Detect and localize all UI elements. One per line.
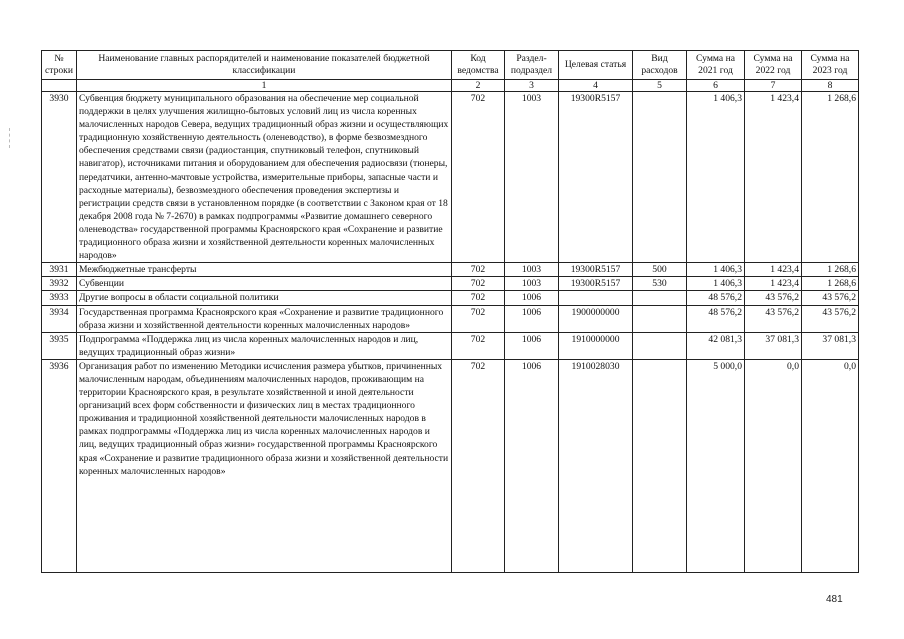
- dept-code-cell: 702: [452, 277, 505, 291]
- name-cell: Организация работ по изменению Методики исчисления размера убытков, причиненных малочисленным народам, объединениям малочисленных народов, проживающим на территории Красноярского края, в результате хозяйственной и иной деятельности организаций всех форм собственности и физических лиц в местах традиционного проживания и традиционной хозяйственной деятельности малочисленных народов в рамках подпрограммы «Поддержка лиц из числа коренных малочисленных народов и лиц, ведущих традиционный образ жизни» государственной программы Красноярского края «Сохранение и развитие традиционного образа жизни и хозяйственной деятельности коренных малочисленных народов»: [77, 359, 452, 572]
- name-cell: Другие вопросы в области социальной политики: [77, 291, 452, 305]
- table-row: [42, 305, 859, 332]
- sum-2023-cell: 43 576,2: [802, 291, 859, 305]
- sum-2023-cell: 1 268,6: [802, 92, 859, 263]
- sum-2022-cell: 1 423,4: [745, 92, 802, 263]
- target-article-cell: [559, 291, 633, 305]
- header-sum-2023: Сумма на 2023 год: [802, 51, 859, 80]
- dept-code-cell: 702: [452, 332, 505, 359]
- target-article-cell: 1910000000: [559, 332, 633, 359]
- row-number-cell: 3933: [42, 291, 77, 305]
- expense-type-cell: 500: [633, 263, 687, 277]
- column-number-cell: 8: [802, 80, 859, 92]
- name-cell: Государственная программа Красноярского края «Сохранение и развитие традиционного образа жизни и хозяйственной деятельности коренных малочисленных народов»: [77, 305, 452, 332]
- sum-2023-cell: 43 576,2: [802, 305, 859, 332]
- row-number-cell: 3936: [42, 359, 77, 572]
- sum-2023-cell: 0,0: [802, 359, 859, 572]
- sum-2022-cell: 1 423,4: [745, 263, 802, 277]
- column-number-cell: [42, 80, 77, 92]
- section-cell: 1006: [505, 359, 559, 572]
- expense-type-cell: 530: [633, 277, 687, 291]
- table-row: [42, 359, 859, 572]
- column-numbers-row: [42, 80, 859, 92]
- section-cell: 1006: [505, 291, 559, 305]
- page-number: 481: [826, 594, 843, 605]
- table-row: [42, 277, 859, 291]
- header-expense-type: Вид расходов: [633, 51, 687, 80]
- table-body: [42, 92, 859, 573]
- header-dept-code: Код ведомства: [452, 51, 505, 80]
- budget-table: [41, 50, 859, 573]
- column-number-cell: 5: [633, 80, 687, 92]
- row-number-cell: 3931: [42, 263, 77, 277]
- section-cell: 1006: [505, 305, 559, 332]
- target-article-cell: 19300R5157: [559, 277, 633, 291]
- column-number-cell: 4: [559, 80, 633, 92]
- dept-code-cell: 702: [452, 305, 505, 332]
- row-number-cell: 3930: [42, 92, 77, 263]
- expense-type-cell: [633, 332, 687, 359]
- table-row: [42, 332, 859, 359]
- sum-2021-cell: 48 576,2: [687, 305, 745, 332]
- dept-code-cell: 702: [452, 263, 505, 277]
- header-sum-2022: Сумма на 2022 год: [745, 51, 802, 80]
- expense-type-cell: [633, 359, 687, 572]
- name-cell: Субвенции: [77, 277, 452, 291]
- header-row-number: № строки: [42, 51, 77, 80]
- name-cell: Подпрограмма «Поддержка лиц из числа коренных малочисленных народов и лиц, ведущих традиционный образ жизни»: [77, 332, 452, 359]
- sum-2022-cell: 43 576,2: [745, 305, 802, 332]
- expense-type-cell: [633, 305, 687, 332]
- dept-code-cell: 702: [452, 359, 505, 572]
- sum-2021-cell: 42 081,3: [687, 332, 745, 359]
- dept-code-cell: 702: [452, 291, 505, 305]
- column-number-cell: 6: [687, 80, 745, 92]
- section-cell: 1003: [505, 92, 559, 263]
- sum-2023-cell: 37 081,3: [802, 332, 859, 359]
- sum-2022-cell: 1 423,4: [745, 277, 802, 291]
- row-number-cell: 3934: [42, 305, 77, 332]
- dept-code-cell: 702: [452, 92, 505, 263]
- sum-2021-cell: 1 406,3: [687, 92, 745, 263]
- section-cell: 1003: [505, 263, 559, 277]
- target-article-cell: 1910028030: [559, 359, 633, 572]
- column-number-cell: 3: [505, 80, 559, 92]
- sum-2022-cell: 37 081,3: [745, 332, 802, 359]
- section-cell: 1003: [505, 277, 559, 291]
- header-target-article: Целевая статья: [559, 51, 633, 80]
- scan-artifact: [9, 128, 11, 148]
- sum-2023-cell: 1 268,6: [802, 263, 859, 277]
- section-cell: 1006: [505, 332, 559, 359]
- sum-2023-cell: 1 268,6: [802, 277, 859, 291]
- column-number-cell: 7: [745, 80, 802, 92]
- sum-2022-cell: 43 576,2: [745, 291, 802, 305]
- header-section: Раздел-подраздел: [505, 51, 559, 80]
- table-row: [42, 92, 859, 263]
- target-article-cell: 19300R5157: [559, 92, 633, 263]
- table-row: [42, 291, 859, 305]
- sum-2021-cell: 1 406,3: [687, 263, 745, 277]
- target-article-cell: 1900000000: [559, 305, 633, 332]
- table-row: [42, 263, 859, 277]
- name-cell: Субвенция бюджету муниципального образования на обеспечение мер социальной поддержки в целях улучшения жилищно-бытовых условий лиц из числа коренных малочисленных народов Севера, ведущих традиционный образ жизни и осуществляющих традиционную хозяйственную деятельность (оленеводство), в форме безвозмездного обеспечения средствами связи (радиостанция, спутниковый телефон, спутниковый навигатор), источниками питания и оборудованием для обеспечения радиосвязи (тюнеры, передатчики, антенно-мачтовые устройства, измерительные приборы, запасные части и расходные материалы), безвозмездного обеспечения проведения экспертизы и регистрации средств связи в установленном порядке (в соответствии с Законом края от 18 декабря 2008 года № 7-2670) в рамках подпрограммы «Развитие домашнего северного оленеводства» государственной программы Красноярского края «Сохранение и развитие традиционного образа жизни и хозяйственной деятельности коренных малочисленных народов»: [77, 92, 452, 263]
- header-name: Наименование главных распорядителей и наименование показателей бюджетной классификации: [77, 51, 452, 80]
- sum-2022-cell: 0,0: [745, 359, 802, 572]
- table-header-row: [42, 51, 859, 80]
- sum-2021-cell: 5 000,0: [687, 359, 745, 572]
- expense-type-cell: [633, 92, 687, 263]
- column-number-cell: 1: [77, 80, 452, 92]
- expense-type-cell: [633, 291, 687, 305]
- sum-2021-cell: 48 576,2: [687, 291, 745, 305]
- row-number-cell: 3932: [42, 277, 77, 291]
- column-number-cell: 2: [452, 80, 505, 92]
- header-sum-2021: Сумма на 2021 год: [687, 51, 745, 80]
- row-number-cell: 3935: [42, 332, 77, 359]
- name-cell: Межбюджетные трансферты: [77, 263, 452, 277]
- target-article-cell: 19300R5157: [559, 263, 633, 277]
- sum-2021-cell: 1 406,3: [687, 277, 745, 291]
